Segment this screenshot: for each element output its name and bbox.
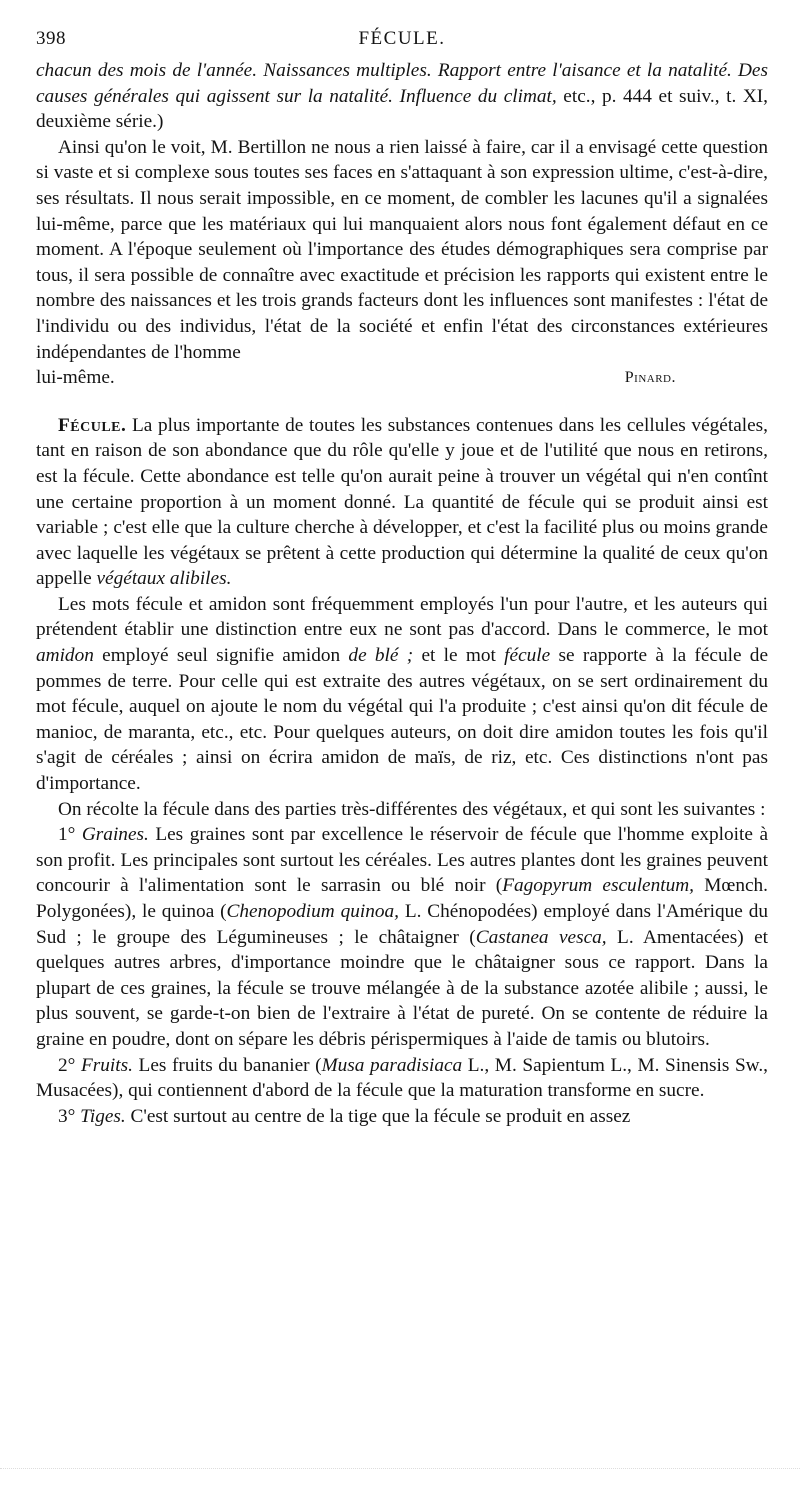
species-musa: Musa paradisiaca: [321, 1054, 463, 1076]
last-line: lui-même.: [36, 367, 115, 389]
species-castanea: Castanea vesca,: [475, 926, 607, 948]
sources-paragraph: On récolte la fécule dans des parties très-différentes des végétaux, et qui sont les suivantes :: [58, 798, 766, 820]
species-chenopodium: Chenopodium quinoa,: [226, 901, 399, 922]
continuation-paragraph: [36, 58, 768, 135]
body-text: [36, 58, 768, 1129]
term-de-ble: de blé ;: [348, 645, 414, 667]
article-headword: Fécule.: [58, 414, 127, 436]
graines-text-a: Les graines sont par excellence le réservoir de fécule que l'homme exploite à son profit. Les principales sont surtout les céréales. Les autres plantes dont les graines peuvent concourir à l'alimentation sont le sarrasin ou blé noir (: [36, 824, 769, 897]
intro-text: La plus importante de toutes les substances contenues dans les cellules végétales, tant en raison de son abondance que du rôle qu'elle y joue et de l'utilité que nous en retirons, est la fécule. Cette abondance est telle qu'on aurait peine à trouver un végétal qui n'en contînt une certaine proportion à un moment donné. La quantité de fécule qui se produit ainsi est variable ; c'est elle que la culture cherche à développer, et c'est la facilité plus ou moins grande avec laquelle les végétaux se prêtent à cette production qui détermine la qualité de ceux qu'on appelle: [36, 414, 768, 590]
intro-italic: végétaux alibiles.: [96, 568, 232, 590]
tiges-text-a: C'est surtout au centre de la tige que la fécule se produit en assez: [125, 1105, 631, 1127]
graines-text-d: L. Amentacées) et quelques autres arbres, d'importance moindre que le châtaigner sous ce rapport. Dans la plupart de ces graines, la fécule se trouve mélangée à de la substance azotée alibile ; aussi, le plus souvent, se garde-t-on bien de l'extraire à l'état de pureté. On se contente de réduire la graine en poudre, dont on sépare les débris périspermiques à l'aide de tamis ou blutoirs.: [36, 926, 768, 1050]
item-title-tiges: Tiges.: [80, 1105, 126, 1127]
signature-line: [36, 365, 768, 391]
continuation-italic: chacun des mois de l'année. Naissances multiples. Rapport entre l'aisance et la natalité. Des causes générales qui agissent sur la natalité. Influence du climat,: [36, 60, 768, 107]
running-head: [36, 28, 768, 58]
item-number: 1°: [58, 824, 82, 846]
item-title-graines: Graines.: [81, 824, 149, 846]
page: [36, 28, 768, 1129]
item-number: 3°: [58, 1105, 81, 1127]
graines-text-c: L. Chénopodées) employé dans l'Amérique du Sud ; le groupe des Légumineuses ; le châtaigner (: [36, 901, 768, 948]
item-title-fruits: Fruits.: [80, 1054, 133, 1076]
continuation-roman: etc., p. 444 et suiv., t. XI, deuxième série.): [36, 85, 769, 133]
tiges-paragraph: [36, 1104, 768, 1130]
fruits-paragraph: [36, 1053, 768, 1104]
item-number: 2°: [58, 1054, 81, 1076]
article-intro-paragraph: [36, 413, 768, 592]
section-gap: [36, 391, 768, 413]
graines-paragraph: [36, 822, 768, 1052]
author-signature: Pinard.: [624, 369, 676, 387]
species-fagopyrum: Fagopyrum esculentum,: [502, 875, 694, 897]
term-fecule: fécule: [504, 645, 551, 667]
terminology-paragraph: [36, 592, 768, 797]
conclusion-paragraph: Ainsi qu'on le voit, M. Bertillon ne nous a rien laissé à faire, car il a envisagé cette question si vaste et si complexe sous toutes ses faces en s'attaquant à son expression ultime, c'est-à-dire, ses résultats. Il nous serait impossible, en ce moment, de combler les lacunes qu'il a signalées lui-même, parce que les matériaux qui lui manquaient alors nous font également défaut en ce moment. A l'époque seulement où l'importance des études démographiques sera comprise par tous, il sera possible de connaître avec exactitude et précision les rapports qui existent entre le nombre des naissances et les trois grands facteurs dont les influences sont manifestes : l'état de l'individu ou des individus, l'état de la société et enfin l'état des circonstances extérieures indépendantes de l'homme: [36, 136, 768, 363]
scan-edge-noise: [0, 1468, 800, 1471]
page-number: 398: [36, 28, 66, 49]
running-title: FÉCULE.: [358, 28, 446, 49]
terminology-text-a: Les mots fécule et amidon sont fréquemment employés l'un pour l'autre, et les auteurs qui prétendent établir une distinction entre eux ne sont pas d'accord. Dans le commerce, le mot: [36, 593, 768, 641]
graines-text-b: Mœnch. Polygonées), le quinoa (: [36, 875, 768, 922]
fruits-text-a: Les fruits du bananier (: [132, 1054, 322, 1076]
terminology-text-c: et le mot: [413, 645, 505, 667]
terminology-text-b: employé seul signifie amidon: [93, 645, 349, 667]
terminology-text-d: se rapporte à la fécule de pommes de terre. Pour celle qui est extraite des autres végétaux, on se sert ordinairement du mot fécule, auquel on ajoute le nom du végétal qui l'a produite ; c'est ainsi qu'on dit fécule de manioc, de maranta, etc., etc. Pour quelques auteurs, on doit dire amidon toutes les fois qu'il s'agit de céréales ; ainsi on écrira amidon de maïs, de riz, etc. Ces distinctions n'ont pas d'importance.: [36, 645, 768, 795]
term-amidon: amidon: [36, 645, 94, 667]
fruits-text-b: L., M. Sapientum L., M. Sinensis Sw., Musacées), qui contiennent d'abord de la fécule que la maturation transforme en sucre.: [36, 1054, 768, 1102]
